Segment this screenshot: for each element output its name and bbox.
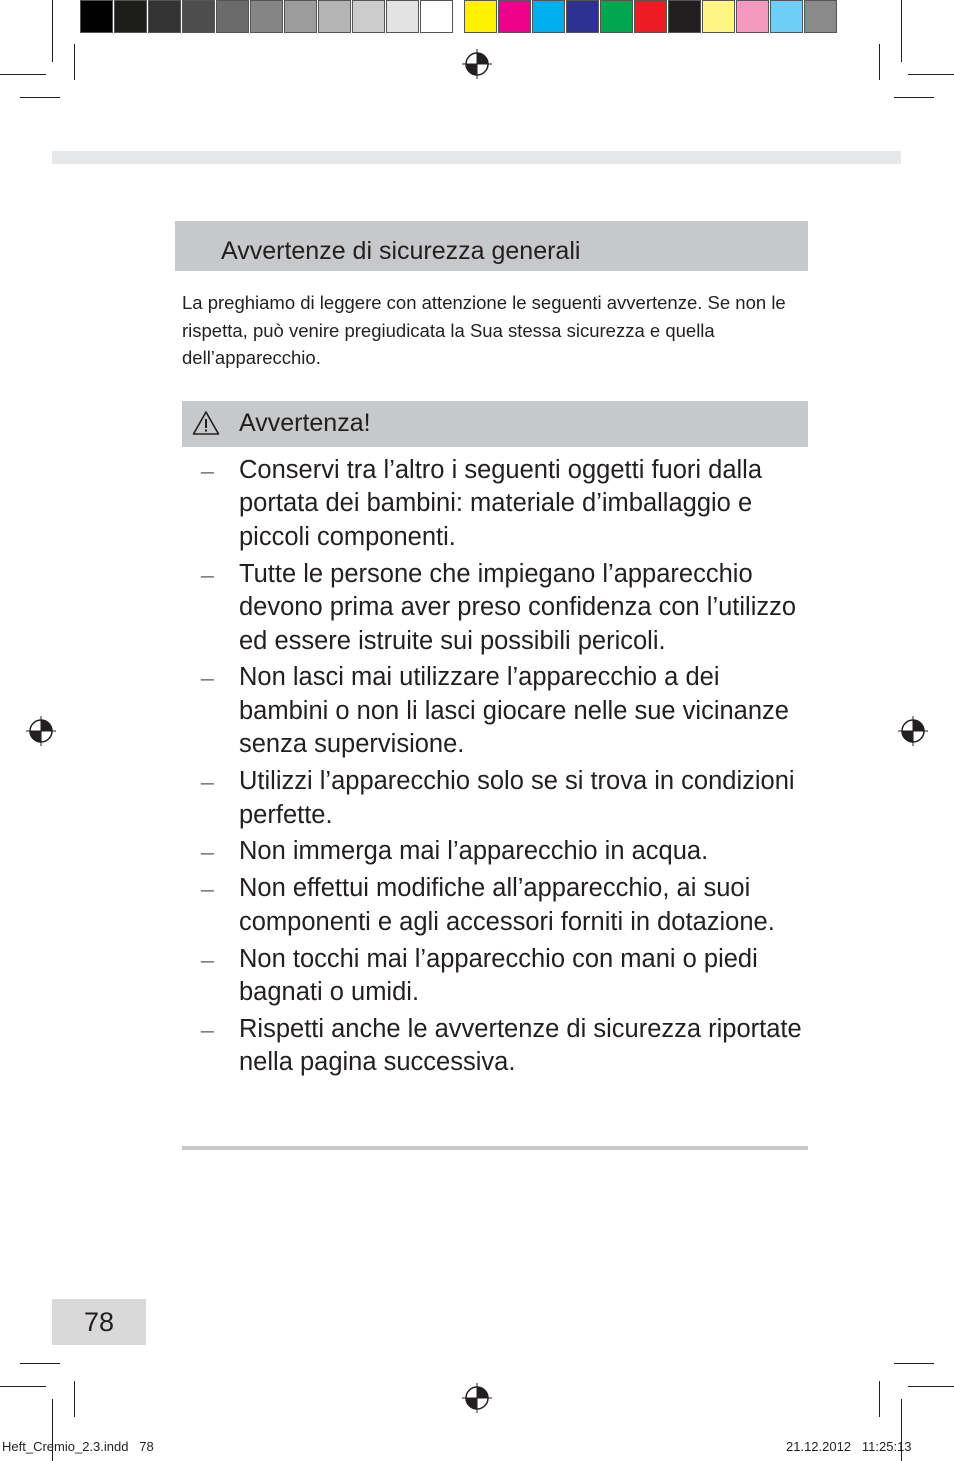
warning-list-item (182, 835, 808, 868)
crop-mark (52, 0, 53, 62)
slug-file-info: Heft_Cremio_2.3.indd 78 (2, 1439, 154, 1454)
crop-mark (879, 44, 880, 80)
crop-mark (879, 1381, 880, 1417)
crop-mark (74, 1381, 75, 1417)
warning-list-item (182, 454, 808, 554)
color-swatch (386, 0, 419, 33)
warning-list-item (182, 558, 808, 658)
list-bullet: – (201, 663, 214, 693)
page-number: 78 (83, 1307, 115, 1337)
list-bullet: – (201, 456, 214, 485)
warning-item-text: Tutte le persone che impiegano l’apparecchio devono prima aver preso confidenza con l’utilizzo ed essere istruite sui possibili pericoli. (239, 559, 797, 655)
warning-list-item (182, 943, 808, 1010)
warning-item-text: Non immerga mai l’apparecchio in acqua. (239, 837, 709, 866)
color-swatch (216, 0, 249, 33)
registration-mark-icon (462, 1383, 492, 1413)
crop-mark (74, 44, 75, 80)
color-swatch (148, 0, 181, 33)
color-calibration-bar (80, 0, 838, 36)
crop-mark (0, 74, 46, 75)
crop-mark (908, 74, 954, 75)
warning-list-item (182, 872, 808, 939)
warning-list-item (182, 661, 808, 761)
warning-item-text: Rispetti anche le avvertenze di sicurezza riportate nella pagina successiva. (239, 1015, 802, 1077)
crop-mark (908, 1386, 954, 1387)
registration-mark-icon (26, 716, 56, 746)
crop-mark (0, 1386, 46, 1387)
crop-mark (20, 97, 60, 98)
color-swatch (600, 0, 633, 33)
crop-mark (894, 1363, 934, 1364)
warning-item-text: Non lasci mai utilizzare l’apparecchio a dei bambini o non li lasci giocare nelle sue vicinanze senza supervisione. (239, 663, 789, 759)
intro-paragraph: La preghiamo di leggere con attenzione le seguenti avvertenze. Se non le rispetta, può venire pregiudicata la Sua stessa sicurezza e quella dell’apparecchio. (182, 292, 786, 368)
warning-list-item (182, 765, 808, 832)
section-header (175, 221, 808, 271)
list-bullet: – (201, 559, 214, 589)
color-swatch (532, 0, 565, 33)
color-swatch (250, 0, 283, 33)
registration-mark-icon (462, 49, 492, 79)
color-swatch (464, 0, 497, 33)
color-swatch (498, 0, 531, 33)
list-bullet: – (201, 874, 214, 904)
registration-mark-icon (898, 716, 928, 746)
color-swatch (80, 0, 113, 33)
bottom-rule (182, 1146, 808, 1150)
color-swatch (318, 0, 351, 33)
warning-title: Avvertenza! (239, 409, 371, 437)
list-bullet: – (201, 944, 214, 974)
color-swatch (566, 0, 599, 33)
color-swatch (182, 0, 215, 33)
color-swatch (634, 0, 667, 33)
color-swatch (770, 0, 803, 33)
color-swatch (114, 0, 147, 33)
warning-list-item (182, 1013, 808, 1080)
color-swatch (736, 0, 769, 33)
color-bar-gap (454, 0, 464, 36)
color-swatch (284, 0, 317, 33)
warning-item-text: Conservi tra l’altro i seguenti oggetti fuori dalla portata dei bambini: materiale d’imballaggio e piccoli componenti. (239, 456, 763, 551)
warning-item-text: Non tocchi mai l’apparecchio con mani o piedi bagnati o umidi. (239, 944, 758, 1007)
list-bullet: – (201, 767, 214, 797)
list-bullet: – (201, 1015, 214, 1044)
color-swatch (702, 0, 735, 33)
crop-mark (901, 0, 902, 62)
section-title: Avvertenze di sicurezza generali (221, 237, 581, 265)
crop-mark (894, 97, 934, 98)
color-swatch (352, 0, 385, 33)
top-rule (52, 151, 901, 164)
warning-triangle-icon (192, 410, 220, 436)
slug-date-time: 21.12.2012 11:25:13 (786, 1439, 912, 1454)
warning-list (182, 454, 808, 1083)
color-swatch (420, 0, 453, 33)
warning-item-text: Non effettui modifiche all’apparecchio, ai suoi componenti e agli accessori forniti in dotazione. (239, 874, 775, 936)
color-swatch (668, 0, 701, 33)
list-bullet: – (201, 837, 214, 867)
warning-header (182, 401, 808, 447)
crop-mark (20, 1363, 60, 1364)
warning-item-text: Utilizzi l’apparecchio solo se si trova in condizioni perfette. (239, 767, 795, 829)
color-swatch (804, 0, 837, 33)
page-number-box (52, 1299, 146, 1345)
